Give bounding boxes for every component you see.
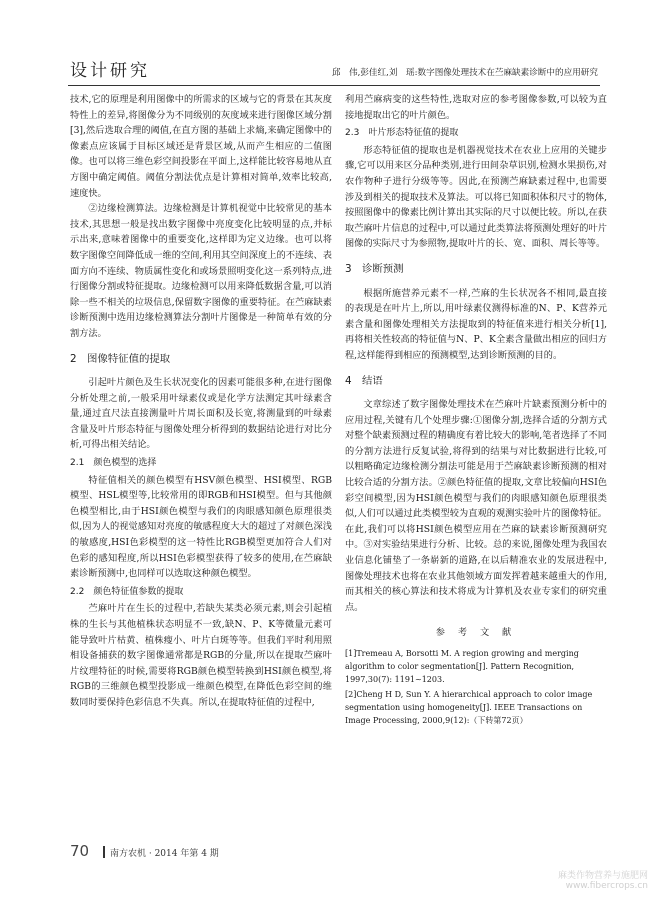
section-heading: 4 结语 [345,374,383,387]
section-heading: 3 诊断预测 [345,262,404,275]
journal-info: 南方农机 · 2014 年第 4 期 [110,849,219,859]
paragraph: 文章综述了数字图像处理技术在苎麻叶片缺素预测分析中的应用过程,关键有几个处理步骤:①图像分割,选择合适的分割方式对整个缺素预测过程的精确度有着比较大的影响,笔者选择了不同的分割方法进行反复试验,将得到的结果与对比数据进行比较,可以粗略确定边缘检测分割法可能是用于苎麻缺素诊断预测的相对比较合适的分割方法。②颜色特征值的提取,文章比较偏向HSI色彩空间模型,因为HSI颜色模型与我们的肉眼感知颜色原理很类似,人们可以通过此类模型较为直观的观测实验叶片的图像特征。在此,我们可以将HSI颜色模型应用在苎麻的缺素诊断预测研究中。③对实验结果进行分析、比较。总的来说,图像处理为我国农业信息化铺垫了一条崭新的道路,在以后精准农业的发展进程中,图像处理技术也将在农业其他领域方面发挥着越来越重大的作用,而其相关的核心算法和技术将成为计算机及农业专家们的研究重点。 [345,399,607,613]
paragraph: 苎麻叶片在生长的过程中,若缺失某类必须元素,则会引起植株的生长与其他植株状态明显不一致,缺N、P、K等微量元素可能导致叶片枯黄、植株瘦小、叶片白斑等等。但我们平时利用照相设备捕获的数字图像通常都是RGB的分量,所以在提取苎麻叶片纹理特征的时候,需要将RGB颜色模型转换到HSI颜色模型,将RGB的三维颜色模型投影成一维颜色模型,在降低色彩空间的维数同时要保持色彩信息不失真。所以,在提取特征值的过程中, [70,603,332,708]
paragraph: 技术,它的原理是利用图像中的所需求的区域与它的背景在其灰度特性上的差异,将图像分为不同级别的灰度域来进行图像区域分割[3],然后选取合理的阈值,在直方图的基础上求熵,来确定图像中的像素点应该属于目标区域还是背景区域,从而产生相应的二值图像。也可以将三维色彩空间投影在平面上,这样能比较容易地从直方图中确定阈值。阈值分割法优点是计算相对简单,效率比较高,速度快。 [70,94,332,199]
paragraph: 利用苎麻病变的这些特性,选取对应的参考图像参数,可以较为直接地提取出它的叶片颜色。 [345,94,607,121]
watermark-site-name: 麻类作物营养与施肥网 [557,871,648,881]
section-title: 设计研究 [70,61,150,81]
header-divider [68,85,600,86]
subsection-heading: 2.1 颜色模型的选择 [70,458,157,469]
left-column [70,92,332,711]
paragraph: 引起叶片颜色及生长状况变化的因素可能很多种,在进行图像分析处理之前,一般采用叶绿素仪或是化学方法测定其叶绿素含量,通过直尺法直接测量叶片周长面积及长宽,将测量到的叶绿素含量及叶片形态特征与图像处理分析得到的数据结论进行对比分析,可得出相关结论。 [70,377,332,451]
article-running-header: 邱 伟,彭佳红,刘 瑶:数字图像处理技术在苎麻缺素诊断中的应用研究 [331,68,598,78]
reference-item: [1]Tremeau A, Borsotti M. A region growing and merging algorithm to color segmentation[J]. Pattern Recognition, 1997,30(7): 1191~1203. [345,649,579,684]
right-column [345,92,607,729]
paragraph: 根据所施营养元素不一样,苎麻的生长状况各不相同,最直接的表现是在叶片上,所以,用叶绿素仪测得标准的N、P、K营养元素含量和图像处理相关方法提取到的特征值来进行相关分析[1],再将相关性较高的特征值与N、P、K全素含量做出相应的回归方程,这样能得到相应的预测模型,达到诊断预测的目的。 [345,287,607,361]
subsection-heading: 2.2 颜色特征值参数的提取 [70,586,184,597]
paragraph: 特征值相关的颜色模型有HSV颜色模型、HSI模型、RGB模型、HSL模型等,比较常用的即RGB和HSI模型。但与其他颜色模型相比,由于HSI颜色模型与我们的肉眼感知颜色原理很类似,因为人的视觉感知对亮度的敏感程度大大的超过了对颜色深浅的敏感度,HSI色彩模型的这一特性比RGB模型更加符合人们对色彩的感知程度,所以HSI色彩模型获得了较多的使用,在苎麻缺素诊断预测中,也同样可以选取这种颜色模型。 [70,474,332,580]
subsection-heading: 2.3 叶片形态特征值的提取 [345,128,459,139]
reference-item: [2]Cheng H D, Sun Y. A hierarchical approach to color image segmentation using homogeneity[J]. IEEE Transactions on Image Processing, 2000,9(12):（下转第72页） [345,690,593,725]
section-heading: 2 图像特征值的提取 [70,352,171,365]
references-heading: 参 考 文 献 [435,627,517,639]
paragraph: 形态特征值的提取也是机器视觉技术在农业上应用的关键步骤,它可以用来区分品种类别,进行田间杂草识别,检测水果损伤,对农作物种子进行分级等等。因此,在预测苎麻缺素过程中,也需要涉及到相关的提取技术及算法。可以将已知面积体积尺寸的物体,按照图像中的像素比例计算出其实际的尺寸以便比较。所以,在获取苎麻叶片信息的过程中,可以通过此类算法将预测处理好的叶片图像的实际尺寸为参照物,提取叶片的长、宽、面积、周长等等。 [345,144,607,250]
paragraph: ②边缘检测算法。边缘检测是计算机视觉中比较常见的基本技术,其思想一般是找出数字图像中亮度变化比较明显的点,并标示出来,意味着图像中的重要变化,这样即为定义边缘。也可以将数字图像空间降低成一维的空间,利用其空间深度上的不连续、表面方向不连续、物质属性变化和或场景照明变化这一系列特点,进行图像分割或特征提取。边缘检测可以用来降低数据含量,可以消除一些不相关的垃圾信息,保留数字图像的重要特征。在苎麻缺素诊断预测中选用边缘检测算法分割叶片图像是一种简单有效的分割方法。 [70,203,332,339]
footer-divider [103,846,105,858]
page-number: 70 [70,842,90,860]
watermark-url: www.fibercrops.cn [565,881,648,891]
